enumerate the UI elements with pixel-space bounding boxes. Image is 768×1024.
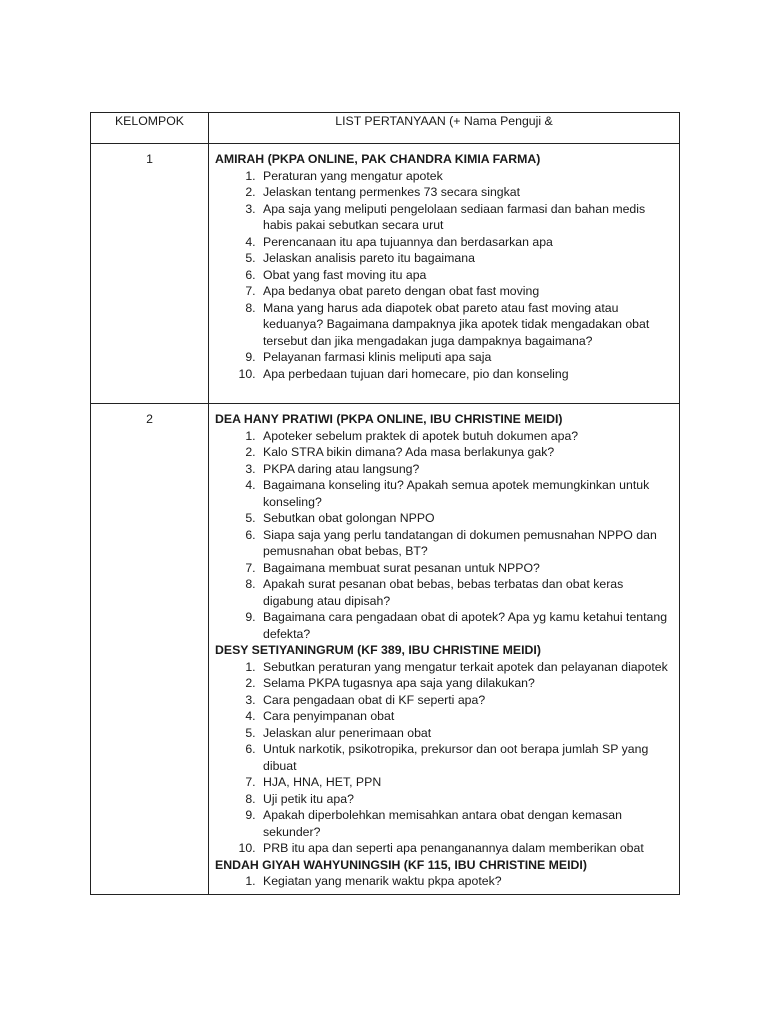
question-item: 4. Perencanaan itu apa tujuannya dan berdasarkan apa	[259, 234, 673, 251]
question-item: 4. Bagaimana konseling itu? Apakah semua apotek memungkinkan untuk konseling?	[259, 477, 673, 510]
participant-name: ENDAH GIYAH WAHYUNINGSIH (KF 115, IBU CHRISTINE MEIDI)	[215, 857, 587, 872]
question-list-cell	[209, 144, 680, 404]
question-item: 2. Selama PKPA tugasnya apa saja yang dilakukan?	[259, 675, 673, 692]
question-item: 8. Uji petik itu apa?	[259, 791, 673, 808]
participant-name: DESY SETIYANINGRUM (KF 389, IBU CHRISTINE MEIDI)	[215, 643, 541, 657]
group-number: 1	[91, 144, 209, 404]
question-item: 7. Apa bedanya obat pareto dengan obat fast moving	[259, 283, 673, 300]
question-item: 7. Bagaimana membuat surat pesanan untuk NPPO?	[259, 560, 673, 577]
question-item: 2. Jelaskan tentang permenkes 73 secara singkat	[259, 184, 673, 201]
participant-name: AMIRAH (PKPA ONLINE, PAK CHANDRA KIMIA FARMA)	[215, 152, 541, 166]
question-item: 5. Jelaskan analisis pareto itu bagaimana	[259, 250, 673, 267]
question-item: 9. Pelayanan farmasi klinis meliputi apa saja	[259, 349, 673, 366]
question-item: 9. Bagaimana cara pengadaan obat di apotek? Apa yg kamu ketahui tentang defekta?	[259, 609, 673, 642]
question-list	[215, 168, 673, 383]
question-item: 3. Apa saja yang meliputi pengelolaan sediaan farmasi dan bahan medis habis pakai sebutkan secara urut	[259, 201, 673, 234]
question-list	[215, 659, 673, 857]
question-item: 10. Apa perbedaan tujuan dari homecare, pio dan konseling	[259, 366, 673, 383]
question-item: 3. PKPA daring atau langsung?	[259, 461, 673, 478]
group-number: 2	[91, 404, 209, 895]
question-item: 6. Siapa saja yang perlu tandatangan di dokumen pemusnahan NPPO dan pemusnahan obat bebas, BT?	[259, 527, 673, 560]
question-item: 10. PRB itu apa dan seperti apa penanganannya dalam memberikan obat	[259, 840, 673, 857]
question-item: 1. Sebutkan peraturan yang mengatur terkait apotek dan pelayanan diapotek	[259, 659, 673, 676]
question-list	[215, 873, 673, 890]
question-item: 1. Apoteker sebelum praktek di apotek butuh dokumen apa?	[259, 428, 673, 445]
question-item: 2. Kalo STRA bikin dimana? Ada masa berlakunya gak?	[259, 444, 673, 461]
table-row	[91, 404, 680, 895]
header-kelompok: KELOMPOK	[91, 113, 209, 144]
question-item: 3. Cara pengadaan obat di KF seperti apa?	[259, 692, 673, 709]
question-item: 6. Obat yang fast moving itu apa	[259, 267, 673, 284]
question-item: 5. Sebutkan obat golongan NPPO	[259, 510, 673, 527]
question-item: 9. Apakah diperbolehkan memisahkan antara obat dengan kemasan sekunder?	[259, 807, 673, 840]
questions-table	[90, 112, 680, 895]
question-item: 4. Cara penyimpanan obat	[259, 708, 673, 725]
header-list-pertanyaan: LIST PERTANYAAN (+ Nama Penguji &	[209, 113, 680, 144]
question-item: 1. Peraturan yang mengatur apotek	[259, 168, 673, 185]
question-item: 5. Jelaskan alur penerimaan obat	[259, 725, 673, 742]
table-header-row	[91, 113, 680, 144]
question-list	[215, 428, 673, 643]
participant-name: DEA HANY PRATIWI (PKPA ONLINE, IBU CHRISTINE MEIDI)	[215, 412, 563, 426]
question-item: 6. Untuk narkotik, psikotropika, prekursor dan oot berapa jumlah SP yang dibuat	[259, 741, 673, 774]
question-item: 8. Mana yang harus ada diapotek obat pareto atau fast moving atau keduanya? Bagaimana dampaknya jika apotek tidak mengadakan obat tersebut dan jika mengadakan juga dampaknya bagaimana?	[259, 300, 673, 350]
question-item: 8. Apakah surat pesanan obat bebas, bebas terbatas dan obat keras digabung atau dipisah?	[259, 576, 673, 609]
question-list-cell	[209, 404, 680, 895]
question-item: 1. Kegiatan yang menarik waktu pkpa apotek?	[259, 873, 673, 890]
question-item: 7. HJA, HNA, HET, PPN	[259, 774, 673, 791]
table-row	[91, 144, 680, 404]
